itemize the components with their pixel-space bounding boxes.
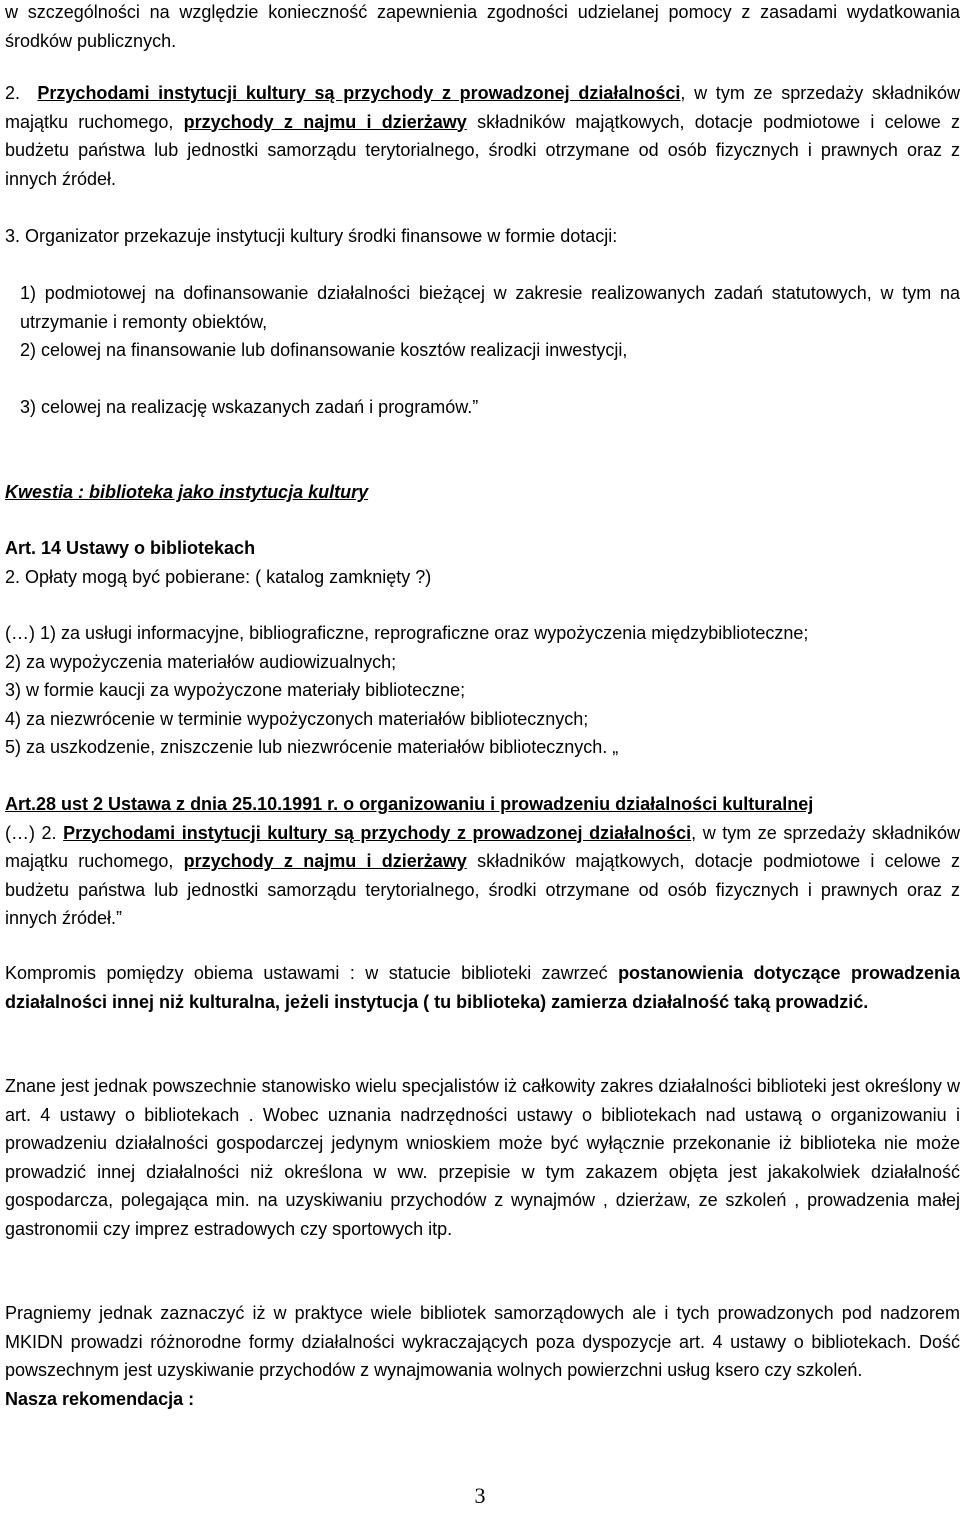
art28-heading: Art.28 ust 2 Ustawa z dnia 25.10.1991 r. o organizowaniu i prowadzeniu działalności kulturalnej <box>5 794 814 814</box>
item-1-text: 1) podmiotowej na dofinansowanie działalności bieżącej w zakresie realizowanych zadań statutowych, w tym na utrzymanie i remonty obiektów, <box>20 283 960 332</box>
item-2-text: 2) celowej na finansowanie lub dofinansowanie kosztów realizacji inwestycji, <box>20 340 628 360</box>
art14-intro: 2. Opłaty mogą być pobierane: ( katalog zamknięty ?) <box>5 566 432 587</box>
paragraph-2-text-b: składników majątkowych, dotacje podmiotowe i celowe z budżetu państwa lub jednostki samorządu terytorialnego, środki otrzymane od osób fizycznych i prawnych oraz z innych źródeł. <box>5 111 960 189</box>
art14-item-2: 2) za wypożyczenia materiałów audiowizualnych; <box>5 651 397 672</box>
item-3-text: 3) celowej na realizację wskazanych zadań i programów.” <box>20 397 479 417</box>
art28-bold-a: Przychodami instytucji kultury są przychody z prowadzonej działalności <box>63 822 692 843</box>
art28-number: 2. <box>41 822 57 843</box>
paragraph-2 <box>5 79 960 193</box>
opinion-paragraph <box>5 1072 960 1243</box>
document-page <box>5 0 960 1515</box>
art28-bold-b: przychody z najmu i dzierżawy <box>183 851 467 871</box>
art14-item-4: 4) za niezwrócenie w terminie wypożyczonych materiałów bibliotecznych; <box>5 708 589 729</box>
art28-prefix: (…) <box>5 822 42 843</box>
paragraph-3-text: 3. Organizator przekazuje instytucji kultury środki finansowe w formie dotacji: <box>5 226 618 246</box>
art14-heading: Art. 14 Ustawy o bibliotekach <box>5 538 256 558</box>
issue-title: Kwestia : biblioteka jako instytucja kultury <box>5 482 369 502</box>
issue-block <box>5 478 960 507</box>
art14-list <box>5 619 960 762</box>
paragraph-3-item-3 <box>5 393 960 422</box>
art28-text-b: składników majątkowych, dotacje podmiotowe i celowe z budżetu państwa lub jednostki samorządu terytorialnego, środki otrzymane od osób fizycznych i prawnych oraz z innych źródeł.” <box>5 851 960 928</box>
intro-line: w szczególności na względzie konieczność zapewnienia zgodności udzielanej pomocy z zasadami wydatkowania środków publicznych. <box>5 2 960 51</box>
practice-text: Pragniemy jednak zaznaczyć iż w praktyce wiele bibliotek samorządowych ale i tych prowadzonych pod nadzorem MKIDN prowadzi różnorodne formy działalności wykraczających poza dyspozycje art. 4 ustawy o bibliotekach. Dość powszechnym jest uzyskiwanie przychodów z wynajmowania wolnych powierzchni usług ksero czy szkoleń. <box>5 1303 960 1380</box>
paragraph-2-text-a: , w tym ze sprzedaży składników majątku ruchomego, <box>5 83 960 132</box>
art14-item-3: 3) w formie kaucji za wypożyczone materiały biblioteczne; <box>5 680 466 700</box>
art14-block <box>5 534 960 591</box>
compromise-bold: postanowienia dotyczące prowadzenia działalności innej niż kulturalna, jeżeli instytucja ( tu biblioteka) zamierza działalność taką prowadzić. <box>5 963 960 1012</box>
intro-paragraph <box>5 0 960 55</box>
paragraph-2-bold-b: przychody z najmu i dzierżawy <box>183 111 467 132</box>
art14-item-1: (…) 1) za usługi informacyjne, bibliograficzne, reprograficzne oraz wypożyczenia międzybiblioteczne; <box>5 623 809 643</box>
art28-text-a: , w tym ze sprzedaży składników majątku ruchomego, <box>5 822 960 871</box>
recommendation-heading: Nasza rekomendacja : <box>5 1388 195 1409</box>
page-number: 3 <box>474 1483 486 1508</box>
paragraph-3-intro <box>5 222 960 251</box>
art14-item-5: 5) za uszkodzenie, zniszczenie lub niezwrócenie materiałów bibliotecznych. „ <box>5 737 619 757</box>
compromise-text: Kompromis pomiędzy obiema ustawami : w statucie biblioteki zawrzeć <box>5 963 619 983</box>
paragraph-2-number: 2. <box>5 83 21 103</box>
paragraph-3-item-2 <box>5 336 960 365</box>
practice-paragraph <box>5 1299 960 1413</box>
paragraph-2-bold-a: Przychodami instytucji kultury są przychody z prowadzonej działalności <box>37 83 681 103</box>
paragraph-3-item-1 <box>5 279 960 336</box>
opinion-text: Znane jest jednak powszechnie stanowisko wielu specjalistów iż całkowity zakres działalności biblioteki jest określony w art. 4 ustawy o bibliotekach . Wobec uznania nadrzędności ustawy o bibliotekach nad ustawą o organizowaniu i prowadzeniu działalności gospodarczej jedynym wnioskiem może być wyłącznie przekonanie iż biblioteka nie może prowadzić innej działalności niż określona w ww. przepisie w tym zakazem objęta jest jakakolwiek działalność gospodarcza, polegająca min. na uzyskiwaniu przychodów z wynajmów , dzierżaw, ze szkoleń , prowadzenia małej gastronomii czy imprez estradowych czy sportowych itp. <box>5 1076 960 1239</box>
art28-block <box>5 790 960 933</box>
compromise-paragraph <box>5 959 960 1016</box>
